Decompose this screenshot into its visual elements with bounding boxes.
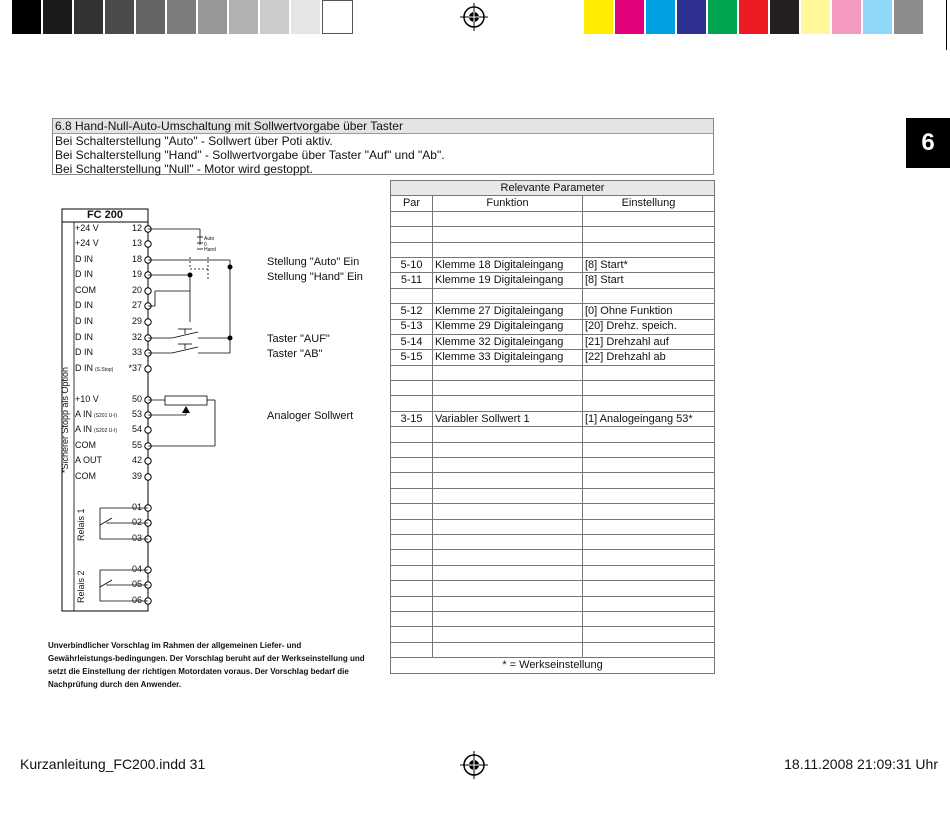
- safe-stop-side-label: *Sicherer Stopp als Option: [60, 366, 70, 473]
- par-cell: [391, 550, 433, 565]
- funktion-cell: Klemme 19 Digitaleingang: [433, 273, 583, 288]
- terminal-label: +24 V: [75, 238, 99, 248]
- color-swatch: [322, 0, 353, 34]
- label-hand-position: Stellung "Hand" Ein: [267, 271, 363, 283]
- terminal-number: 03: [131, 533, 142, 543]
- par-cell: [391, 504, 433, 519]
- funktion-cell: [433, 473, 583, 488]
- table-row: [391, 334, 715, 349]
- switch-label-auto: Auto: [204, 236, 215, 242]
- color-swatch: [615, 0, 646, 34]
- funktion-cell: Klemme 33 Digitaleingang: [433, 350, 583, 365]
- table-footnote: * = Werkseinstellung: [391, 658, 715, 673]
- funktion-cell: [433, 504, 583, 519]
- table-row: [391, 611, 715, 626]
- einstellung-cell: [583, 211, 715, 226]
- column-header-funktion: Funktion: [433, 196, 583, 211]
- einstellung-cell: [583, 596, 715, 611]
- table-row: [391, 458, 715, 473]
- par-cell: [391, 442, 433, 457]
- funktion-cell: [433, 288, 583, 303]
- par-cell: [391, 227, 433, 242]
- device-name: FC 200: [86, 209, 124, 221]
- einstellung-cell: [22] Drehzahl ab: [583, 350, 715, 365]
- par-cell: [391, 211, 433, 226]
- terminal-number: 42: [131, 455, 142, 465]
- table-row: [391, 627, 715, 642]
- einstellung-cell: [583, 365, 715, 380]
- einstellung-cell: [21] Drehzahl auf: [583, 334, 715, 349]
- switch-label-hand: Hand: [204, 247, 216, 253]
- par-cell: [391, 488, 433, 503]
- par-cell: [391, 611, 433, 626]
- color-swatch: [105, 0, 136, 34]
- funktion-cell: [433, 227, 583, 242]
- par-cell: 5-10: [391, 257, 433, 272]
- funktion-cell: [433, 458, 583, 473]
- einstellung-cell: [583, 642, 715, 657]
- funktion-cell: [433, 596, 583, 611]
- label-analog-setpoint: Analoger Sollwert: [267, 410, 354, 422]
- color-swatch: [708, 0, 739, 34]
- parameter-table: [390, 180, 715, 674]
- par-cell: [391, 642, 433, 657]
- funktion-cell: [433, 581, 583, 596]
- label-button-up: Taster "AUF": [267, 333, 330, 345]
- terminal-label: D IN: [75, 347, 93, 357]
- registration-mark-icon: [460, 3, 488, 31]
- funktion-cell: [433, 519, 583, 534]
- color-swatch: [739, 0, 770, 34]
- par-cell: [391, 565, 433, 580]
- funktion-cell: [433, 488, 583, 503]
- einstellung-cell: [1] Analogeingang 53*: [583, 411, 715, 426]
- terminal-number: 32: [131, 332, 142, 342]
- terminal-label: D IN: [75, 332, 93, 342]
- einstellung-cell: [583, 458, 715, 473]
- color-swatch: [894, 0, 925, 34]
- einstellung-cell: [583, 611, 715, 626]
- label-button-down: Taster "AB": [267, 348, 323, 360]
- color-swatch: [136, 0, 167, 34]
- terminal-connector: [145, 241, 151, 247]
- column-header-einstellung: Einstellung: [583, 196, 715, 211]
- terminal-label: D IN (S.Stop): [75, 363, 114, 373]
- table-row: [391, 257, 715, 272]
- par-cell: [391, 427, 433, 442]
- table-row: [391, 273, 715, 288]
- einstellung-cell: [583, 565, 715, 580]
- description-line: Bei Schalterstellung "Auto" - Sollwert über Poti aktiv.: [55, 134, 333, 148]
- color-swatch: [74, 0, 105, 34]
- color-swatch: [584, 0, 615, 34]
- par-cell: [391, 627, 433, 642]
- terminal-label: D IN: [75, 316, 93, 326]
- par-cell: 5-14: [391, 334, 433, 349]
- par-cell: [391, 365, 433, 380]
- table-row: [391, 381, 715, 396]
- color-swatch: [863, 0, 894, 34]
- color-swatch: [260, 0, 291, 34]
- color-swatch: [229, 0, 260, 34]
- grayscale-color-bar: [12, 0, 353, 34]
- einstellung-cell: [583, 550, 715, 565]
- timestamp-footer: 18.11.2008 21:09:31 Uhr: [784, 756, 938, 772]
- color-swatch: [646, 0, 677, 34]
- terminal-number: 05: [131, 579, 142, 589]
- funktion-cell: [433, 381, 583, 396]
- einstellung-cell: [8] Start*: [583, 257, 715, 272]
- description-line: Bei Schalterstellung "Hand" - Sollwertvorgabe über Taster "Auf" und "Ab".: [55, 148, 445, 162]
- par-cell: [391, 288, 433, 303]
- terminal-label: A IN (S202 U-I): [75, 424, 118, 434]
- table-row: [391, 504, 715, 519]
- par-cell: 5-11: [391, 273, 433, 288]
- terminal-connector: [145, 288, 151, 294]
- funktion-cell: Klemme 18 Digitaleingang: [433, 257, 583, 272]
- funktion-cell: [433, 627, 583, 642]
- terminal-label: A IN (S201 U-I): [75, 409, 118, 419]
- terminal-number: 12: [131, 223, 142, 233]
- terminal-label: D IN: [75, 269, 93, 279]
- terminal-connector: [145, 366, 151, 372]
- terminal-number: 19: [131, 269, 142, 279]
- disclaimer-text: Unverbindlicher Vorschlag im Rahmen der allgemeinen Liefer- und Gewährleistungs-bedingungen. Der Vorschlag beruht auf der Werkseinstellung und setzt die Einstellung der richtigen Motordaten voraus. Der Vorschlag bedarf die Nachprüfung durch den Anwender.: [48, 641, 365, 689]
- table-row: [391, 596, 715, 611]
- section-title: 6.8 Hand-Null-Auto-Umschaltung mit Sollwertvorgabe über Taster: [53, 119, 713, 134]
- table-row: [391, 304, 715, 319]
- terminal-number: 53: [131, 409, 142, 419]
- terminal-number: 39: [131, 471, 142, 481]
- par-cell: [391, 242, 433, 257]
- table-row: [391, 565, 715, 580]
- par-cell: [391, 596, 433, 611]
- terminal-number: 13: [131, 238, 142, 248]
- terminal-number: 29: [131, 316, 142, 326]
- funktion-cell: Klemme 27 Digitaleingang: [433, 304, 583, 319]
- par-cell: 5-12: [391, 304, 433, 319]
- relay-1-label: Relais 1: [76, 508, 86, 541]
- par-cell: [391, 458, 433, 473]
- einstellung-cell: [583, 519, 715, 534]
- table-row: [391, 642, 715, 657]
- file-name-footer: Kurzanleitung_FC200.indd 31: [20, 756, 206, 772]
- terminal-connector: [145, 319, 151, 325]
- color-swatch: [770, 0, 801, 34]
- terminal-label: D IN: [75, 300, 93, 310]
- table-row: [391, 242, 715, 257]
- einstellung-cell: [8] Start: [583, 273, 715, 288]
- terminal-number: 06: [131, 595, 142, 605]
- column-header-par: Par: [391, 196, 433, 211]
- label-auto-position: Stellung "Auto" Ein: [267, 256, 360, 268]
- terminal-number: 50: [131, 394, 142, 404]
- einstellung-cell: [583, 396, 715, 411]
- einstellung-cell: [583, 288, 715, 303]
- einstellung-cell: [583, 427, 715, 442]
- einstellung-cell: [583, 473, 715, 488]
- par-cell: [391, 473, 433, 488]
- terminal-number: 02: [131, 517, 142, 527]
- par-cell: 3-15: [391, 411, 433, 426]
- terminal-number: *37: [128, 363, 142, 373]
- color-swatch: [832, 0, 863, 34]
- color-swatch: [291, 0, 322, 34]
- table-row: [391, 319, 715, 334]
- funktion-cell: [433, 534, 583, 549]
- color-swatch: [43, 0, 74, 34]
- par-cell: [391, 519, 433, 534]
- table-row: [391, 488, 715, 503]
- einstellung-cell: [583, 442, 715, 457]
- table-row: [391, 288, 715, 303]
- switch-label-zero: 0: [204, 242, 207, 248]
- funktion-cell: [433, 611, 583, 626]
- einstellung-cell: [20] Drehz. speich.: [583, 319, 715, 334]
- terminal-number: 33: [131, 347, 142, 357]
- funktion-cell: [433, 427, 583, 442]
- funktion-cell: [433, 565, 583, 580]
- einstellung-cell: [0] Ohne Funktion: [583, 304, 715, 319]
- terminal-number: 20: [131, 285, 142, 295]
- funktion-cell: [433, 211, 583, 226]
- par-cell: [391, 381, 433, 396]
- funktion-cell: [433, 442, 583, 457]
- color-swatch: [167, 0, 198, 34]
- table-row: [391, 581, 715, 596]
- terminal-label: D IN: [75, 254, 93, 264]
- par-cell: [391, 396, 433, 411]
- terminal-number: 18: [131, 254, 142, 264]
- funktion-cell: Klemme 29 Digitaleingang: [433, 319, 583, 334]
- einstellung-cell: [583, 488, 715, 503]
- chapter-tab: 6: [906, 118, 950, 168]
- process-color-bar: [584, 0, 925, 34]
- terminal-number: 55: [131, 440, 142, 450]
- funktion-cell: [433, 242, 583, 257]
- table-row: [391, 550, 715, 565]
- table-row: [391, 442, 715, 457]
- einstellung-cell: [583, 534, 715, 549]
- table-caption: Relevante Parameter: [391, 181, 715, 196]
- par-cell: 5-13: [391, 319, 433, 334]
- par-cell: [391, 534, 433, 549]
- terminal-label: +24 V: [75, 223, 99, 233]
- par-cell: [391, 581, 433, 596]
- funktion-cell: [433, 642, 583, 657]
- table-row: [391, 473, 715, 488]
- terminal-number: 27: [131, 300, 142, 310]
- color-swatch: [198, 0, 229, 34]
- einstellung-cell: [583, 504, 715, 519]
- funktion-cell: Variabler Sollwert 1: [433, 411, 583, 426]
- description-line: Bei Schalterstellung "Null" - Motor wird gestoppt.: [55, 162, 313, 176]
- color-swatch: [12, 0, 43, 34]
- funktion-cell: [433, 396, 583, 411]
- terminal-label: COM: [75, 471, 96, 481]
- registration-mark-icon: [460, 751, 488, 779]
- terminal-label: COM: [75, 440, 96, 450]
- table-row: [391, 519, 715, 534]
- terminal-label: A OUT: [75, 455, 103, 465]
- funktion-cell: Klemme 32 Digitaleingang: [433, 334, 583, 349]
- terminal-connector: [145, 474, 151, 480]
- einstellung-cell: [583, 581, 715, 596]
- terminal-number: 54: [131, 424, 142, 434]
- par-cell: 5-15: [391, 350, 433, 365]
- table-row: [391, 227, 715, 242]
- table-row: [391, 350, 715, 365]
- table-row: [391, 396, 715, 411]
- funktion-cell: [433, 550, 583, 565]
- einstellung-cell: [583, 227, 715, 242]
- terminal-number: 01: [131, 502, 142, 512]
- terminal-label: COM: [75, 285, 96, 295]
- section-header-box: [52, 118, 714, 175]
- table-row: [391, 534, 715, 549]
- einstellung-cell: [583, 627, 715, 642]
- crop-mark: [946, 0, 947, 50]
- color-swatch: [801, 0, 832, 34]
- table-row: [391, 411, 715, 426]
- table-row: [391, 211, 715, 226]
- einstellung-cell: [583, 242, 715, 257]
- terminal-label: +10 V: [75, 394, 99, 404]
- table-row: [391, 365, 715, 380]
- table-row: [391, 427, 715, 442]
- color-swatch: [677, 0, 708, 34]
- terminal-connector: [145, 458, 151, 464]
- terminal-number: 04: [131, 564, 142, 574]
- relay-2-label: Relais 2: [76, 570, 86, 603]
- funktion-cell: [433, 365, 583, 380]
- terminal-connector: [145, 427, 151, 433]
- einstellung-cell: [583, 381, 715, 396]
